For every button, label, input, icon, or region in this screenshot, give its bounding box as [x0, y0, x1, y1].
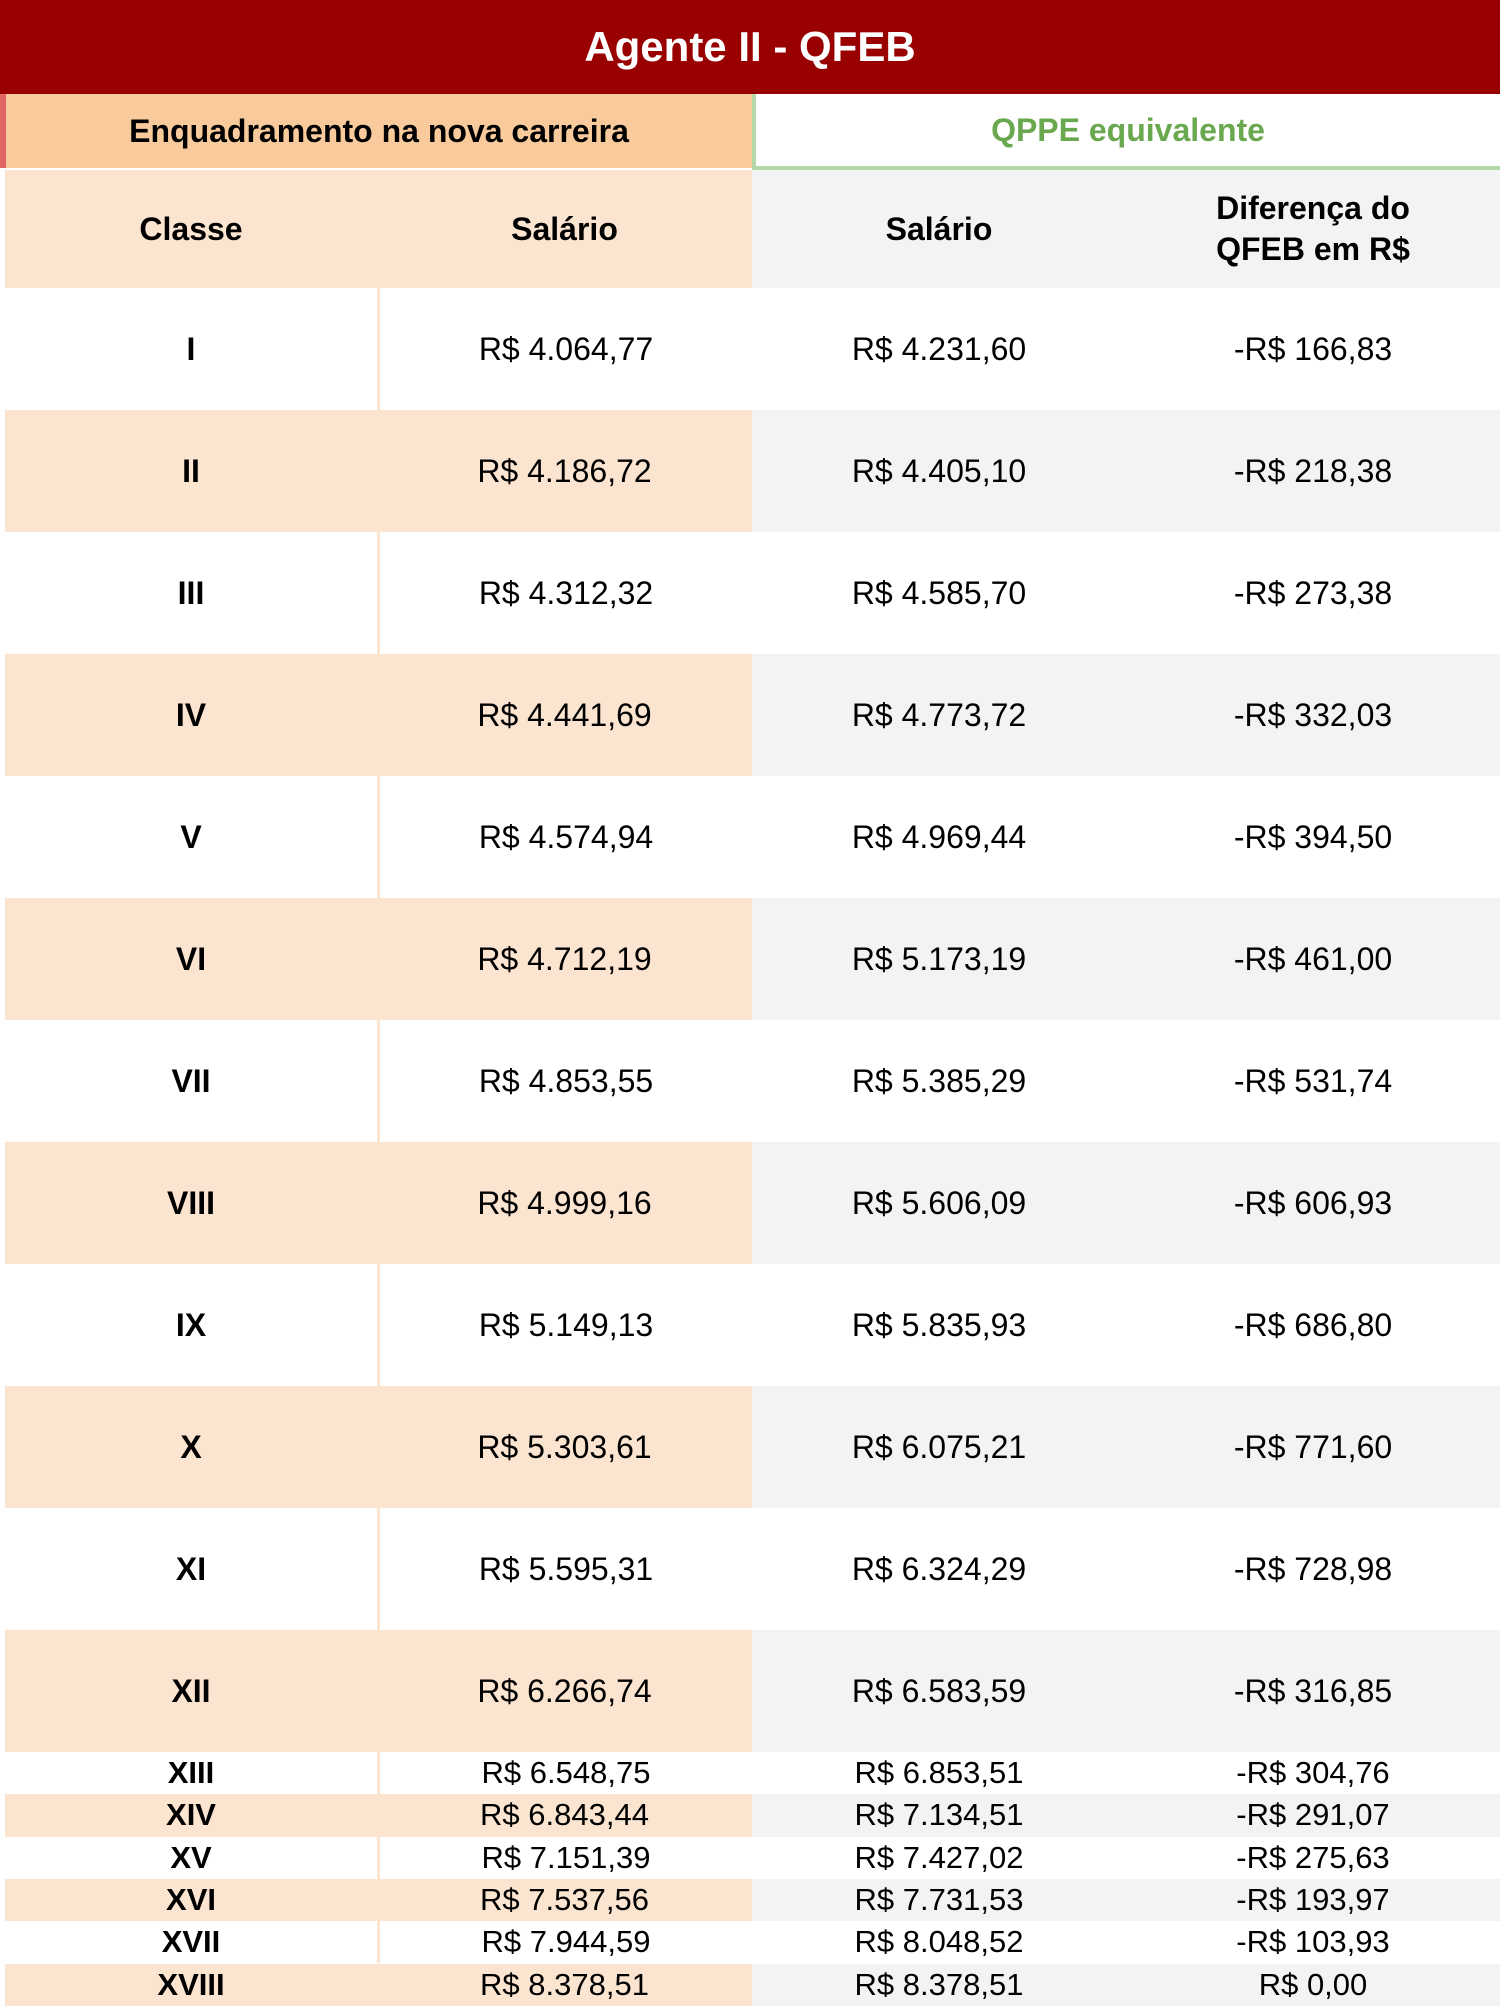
- cell-salario-qppe: R$ 4.969,44: [752, 776, 1126, 898]
- cell-salario-novo: R$ 6.548,75: [377, 1752, 752, 1794]
- cell-classe: V: [5, 776, 377, 898]
- cell-classe: XII: [5, 1630, 377, 1752]
- cell-classe: II: [5, 410, 377, 532]
- cell-salario-novo: R$ 7.537,56: [377, 1879, 752, 1921]
- cell-salario-novo: R$ 7.944,59: [377, 1921, 752, 1963]
- cell-diferenca: -R$ 332,03: [1126, 654, 1500, 776]
- cell-classe: IV: [5, 654, 377, 776]
- cell-salario-novo: R$ 6.843,44: [377, 1794, 752, 1836]
- cell-classe: I: [5, 288, 377, 410]
- column-header-diferenca-line1: Diferença do: [1216, 190, 1410, 226]
- cell-classe: IX: [5, 1264, 377, 1386]
- cell-diferenca: -R$ 166,83: [1126, 288, 1500, 410]
- cell-diferenca: -R$ 103,93: [1126, 1921, 1500, 1963]
- cell-diferenca: -R$ 273,38: [1126, 532, 1500, 654]
- table-row: [0, 1142, 1500, 1264]
- cell-salario-qppe: R$ 5.835,93: [752, 1264, 1126, 1386]
- cell-diferenca: -R$ 461,00: [1126, 898, 1500, 1020]
- cell-classe: XI: [5, 1508, 377, 1630]
- cell-diferenca: -R$ 218,38: [1126, 410, 1500, 532]
- group-header-qppe: QPPE equivalente: [752, 94, 1500, 170]
- cell-salario-qppe: R$ 7.731,53: [752, 1879, 1126, 1921]
- table-row: [0, 288, 1500, 410]
- cell-salario-novo: R$ 4.574,94: [377, 776, 752, 898]
- cell-salario-qppe: R$ 6.583,59: [752, 1630, 1126, 1752]
- column-header-salario-novo: Salário: [377, 170, 752, 288]
- table-row: [0, 776, 1500, 898]
- cell-diferenca: -R$ 291,07: [1126, 1794, 1500, 1836]
- cell-classe: XIV: [5, 1794, 377, 1836]
- table-row: [0, 898, 1500, 1020]
- cell-salario-novo: R$ 4.712,19: [377, 898, 752, 1020]
- table-row: [0, 1921, 1500, 1963]
- cell-salario-novo: R$ 5.303,61: [377, 1386, 752, 1508]
- cell-salario-qppe: R$ 6.324,29: [752, 1508, 1126, 1630]
- table-row: [0, 1630, 1500, 1752]
- cell-salario-qppe: R$ 6.075,21: [752, 1386, 1126, 1508]
- cell-classe: VII: [5, 1020, 377, 1142]
- cell-salario-novo: R$ 4.441,69: [377, 654, 752, 776]
- column-header-salario-qppe: Salário: [752, 170, 1126, 288]
- cell-salario-qppe: R$ 4.405,10: [752, 410, 1126, 532]
- cell-salario-qppe: R$ 8.048,52: [752, 1921, 1126, 1963]
- cell-salario-novo: R$ 6.266,74: [377, 1630, 752, 1752]
- cell-classe: III: [5, 532, 377, 654]
- cell-salario-qppe: R$ 5.385,29: [752, 1020, 1126, 1142]
- cell-classe: X: [5, 1386, 377, 1508]
- cell-diferenca: -R$ 394,50: [1126, 776, 1500, 898]
- group-header-nova-carreira: Enquadramento na nova carreira: [0, 94, 752, 168]
- cell-salario-novo: R$ 4.186,72: [377, 410, 752, 532]
- cell-salario-novo: R$ 4.312,32: [377, 532, 752, 654]
- cell-salario-qppe: R$ 4.231,60: [752, 288, 1126, 410]
- cell-salario-novo: R$ 5.595,31: [377, 1508, 752, 1630]
- cell-classe: VIII: [5, 1142, 377, 1264]
- cell-classe: XVIII: [5, 1964, 377, 2006]
- cell-diferenca: -R$ 304,76: [1126, 1752, 1500, 1794]
- cell-diferenca: -R$ 686,80: [1126, 1264, 1500, 1386]
- cell-salario-novo: R$ 5.149,13: [377, 1264, 752, 1386]
- cell-diferenca: -R$ 275,63: [1126, 1837, 1500, 1879]
- cell-diferenca: -R$ 771,60: [1126, 1386, 1500, 1508]
- cell-classe: VI: [5, 898, 377, 1020]
- cell-salario-qppe: R$ 5.606,09: [752, 1142, 1126, 1264]
- column-header-diferenca: [1126, 170, 1500, 288]
- cell-diferenca: -R$ 316,85: [1126, 1630, 1500, 1752]
- table-title: Agente II - QFEB: [0, 0, 1500, 94]
- table-row: [0, 654, 1500, 776]
- cell-classe: XV: [5, 1837, 377, 1879]
- cell-salario-novo: R$ 7.151,39: [377, 1837, 752, 1879]
- cell-salario-qppe: R$ 6.853,51: [752, 1752, 1126, 1794]
- table-row: [0, 1837, 1500, 1879]
- cell-classe: XVI: [5, 1879, 377, 1921]
- cell-salario-novo: R$ 8.378,51: [377, 1964, 752, 2006]
- cell-salario-qppe: R$ 4.585,70: [752, 532, 1126, 654]
- table-row: [0, 1752, 1500, 1794]
- cell-salario-novo: R$ 4.999,16: [377, 1142, 752, 1264]
- cell-salario-qppe: R$ 5.173,19: [752, 898, 1126, 1020]
- cell-diferenca: -R$ 606,93: [1126, 1142, 1500, 1264]
- cell-salario-qppe: R$ 8.378,51: [752, 1964, 1126, 2006]
- column-header-classe: Classe: [5, 170, 377, 288]
- cell-classe: XIII: [5, 1752, 377, 1794]
- cell-diferenca: -R$ 193,97: [1126, 1879, 1500, 1921]
- table-row: [0, 1794, 1500, 1836]
- cell-diferenca: -R$ 531,74: [1126, 1020, 1500, 1142]
- cell-diferenca: -R$ 728,98: [1126, 1508, 1500, 1630]
- table-row: [0, 1386, 1500, 1508]
- cell-salario-novo: R$ 4.064,77: [377, 288, 752, 410]
- table-row: [0, 1020, 1500, 1142]
- cell-salario-qppe: R$ 4.773,72: [752, 654, 1126, 776]
- column-header-diferenca-line2: QFEB em R$: [1216, 231, 1410, 267]
- table-row: [0, 1264, 1500, 1386]
- table-row: [0, 532, 1500, 654]
- cell-salario-qppe: R$ 7.134,51: [752, 1794, 1126, 1836]
- table-row: [0, 1879, 1500, 1921]
- cell-salario-novo: R$ 4.853,55: [377, 1020, 752, 1142]
- table-row: [0, 410, 1500, 532]
- cell-salario-qppe: R$ 7.427,02: [752, 1837, 1126, 1879]
- cell-classe: XVII: [5, 1921, 377, 1963]
- cell-diferenca: R$ 0,00: [1126, 1964, 1500, 2006]
- table-row: [0, 1964, 1500, 2006]
- table-row: [0, 1508, 1500, 1630]
